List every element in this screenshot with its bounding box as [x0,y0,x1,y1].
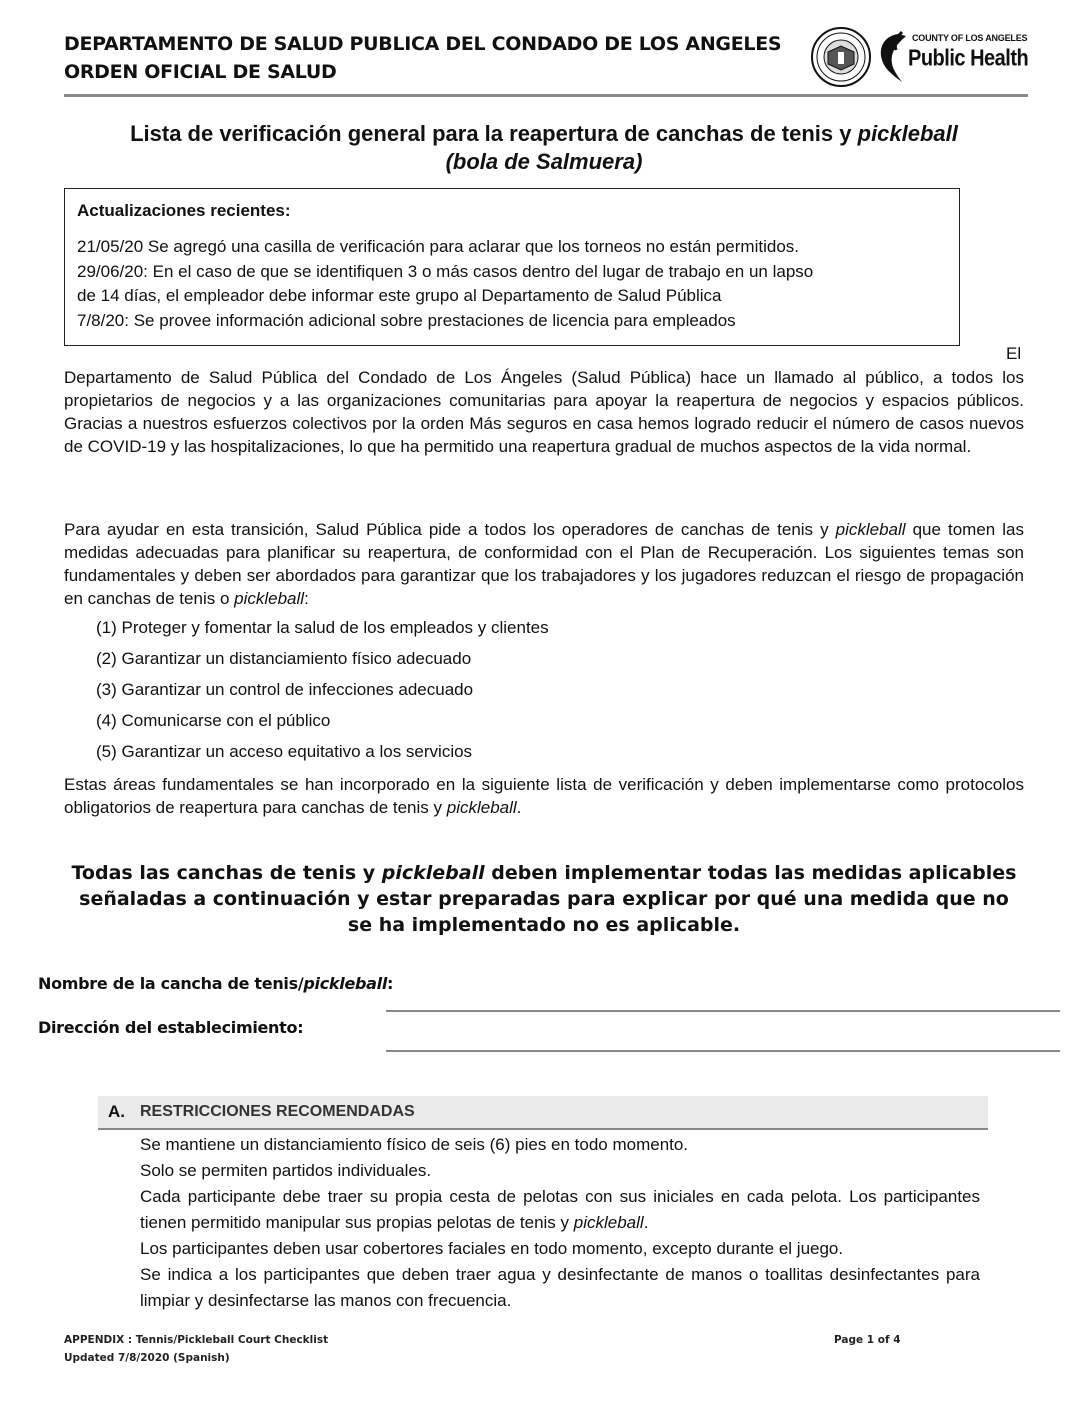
list-item: (1) Proteger y fomentar la salud de los empleados y clientes [96,618,549,637]
public-health-logo-text: Public Health [908,46,1029,72]
transition-paragraph: Para ayudar en esta transición, Salud Pública pide a todos los operadores de canchas de tenis y pickleball que tomen las medidas adecuadas para planificar su reapertura, de conformidad con el Plan de Recuperación. Los siguientes temas son fundamentales y deben ser abordados para garantizar que los trabajadores y los jugadores reduzcan el riesgo de propagación en canchas de tenis o pickleball: [64,520,1024,608]
list-item: (2) Garantizar un distanciamiento físico adecuado [96,649,472,668]
checklist-item: Se mantiene un distanciamiento físico de seis (6) pies en todo momento. [140,1135,689,1154]
document-header [64,30,781,86]
checklist-item: Los participantes deben usar cobertores faciales en todo momento, excepto durante el juego. [140,1239,844,1258]
court-name-label: Nombre de la cancha de tenis/pickleball: [38,974,394,993]
public-health-logo-county: COUNTY OF LOS ANGELES [912,33,1028,43]
section-a-letter: A. [108,1102,125,1121]
section-a-title: RESTRICCIONES RECOMENDADAS [140,1103,415,1120]
title-text: Lista de verificación general para la reapertura de canchas de tenis y [130,121,858,146]
title-subtitle: (bola de Salmuera) [445,149,643,174]
protocols-paragraph: Estas áreas fundamentales se han incorporado en la siguiente lista de verificación y deben implementarse como protocolos obligatorios de reapertura para canchas de tenis y pickleball. [64,775,1024,817]
list-item: (5) Garantizar un acceso equitativo a los servicios [96,742,473,761]
document-title [64,120,1024,176]
update-line: 21/05/20 Se agregó una casilla de verificación para aclarar que los torneos no están permitidos. [77,237,799,256]
footer-updated: Updated 7/8/2020 (Spanish) [64,1352,230,1364]
footer-page-number: Page 1 of 4 [834,1334,901,1346]
recent-updates-heading: Actualizaciones recientes: [77,201,291,220]
checklist-item: Solo se permiten partidos individuales. [140,1161,432,1180]
key-areas-list [96,614,549,769]
intro-paragraph: Departamento de Salud Pública del Condado de Los Ángeles (Salud Pública) hace un llamado al público, a todos los propietarios de negocios y a las organizaciones comunitarias para apoyar la reapertura de negocios y espacios públicos. Gracias a nuestros esfuerzos colectivos por la orden Más seguros en casa hemos logrado reducir el número de casos nuevos de COVID-19 y las hospitalizaciones, lo que ha permitido una reapertura gradual de muchos aspectos de la vida normal. [64,368,1024,456]
update-line: 29/06/20: En el caso de que se identifiquen 3 o más casos dentro del lugar de trabajo en un lapso [77,261,814,281]
section-a-header [98,1096,988,1130]
list-item: (3) Garantizar un control de infecciones adecuado [96,680,474,699]
public-health-logo-icon [876,30,910,84]
recent-updates-list [77,235,953,333]
list-item: (4) Comunicarse con el público [96,711,331,730]
title-italic: pickleball [857,121,958,146]
footer-appendix: APPENDIX : Tennis/Pickleball Court Checklist [64,1334,329,1346]
header-divider [64,94,1028,97]
update-line: de 14 días, el empleador debe informar este grupo al Departamento de Salud Pública [77,286,722,305]
address-label: Dirección del establecimiento: [38,1018,304,1037]
county-seal-icon [810,26,872,88]
intro-first-word: El [1006,344,1022,363]
court-name-field[interactable] [386,1010,1060,1012]
update-line: 7/8/20: Se provee información adicional sobre prestaciones de licencia para empleados [77,310,736,330]
recent-updates-box [64,188,960,346]
checklist-item: Cada participante debe traer su propia cesta de pelotas con sus iniciales en cada pelota. Los participantes tienen permitido manipular sus propias pelotas de tenis y pickleball. [140,1187,980,1232]
header-order: ORDEN OFICIAL DE SALUD [64,61,337,83]
header-department: DEPARTAMENTO DE SALUD PUBLICA DEL CONDADO DE LOS ANGELES [64,33,782,55]
checklist-item: Se indica a los participantes que deben traer agua y desinfectante de manos o toallitas desinfectantes para limpiar y desinfectarse las manos con frecuencia. [140,1265,980,1310]
address-field[interactable] [386,1050,1060,1052]
section-a-items [140,1132,980,1314]
mandatory-notice: Todas las canchas de tenis y pickleball deben implementar todas las medidas aplicables señaladas a continuación y estar preparadas para explicar por qué una medida que no se ha implementado no es aplicable. [71,862,1017,936]
